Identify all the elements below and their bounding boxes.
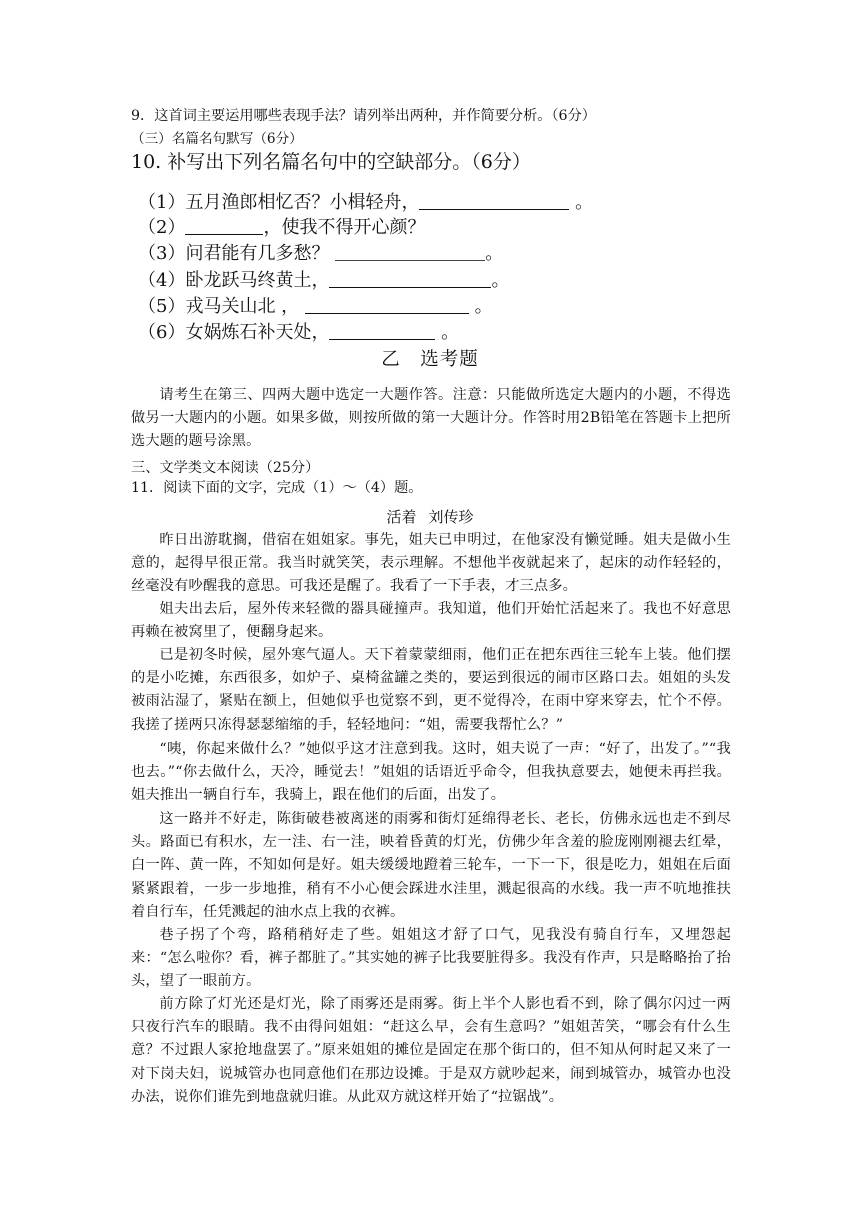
article-title: 活着 (386, 508, 417, 526)
fill-item-2-end: ，使我不得开心颜？ (263, 217, 426, 238)
fill-item-5-text: （5）戎马关山北 ， (138, 296, 305, 317)
fill-item-2 (138, 215, 425, 241)
fill-item-3-text: （3）问君能有几多愁？ (138, 243, 336, 264)
fill-item-5-blank[interactable] (305, 295, 469, 314)
fill-item-4 (138, 268, 509, 294)
question-9: 9．这首词主要运用哪些表现手法？请列举出两种，并作简要分析。（6分） (131, 108, 596, 124)
question-10: 10. 补写出下列名篇名句中的空缺部分。（6分） (131, 151, 531, 173)
article-paragraph-5: 这一路并不好走，陈街破巷被离迷的雨雾和街灯延绵得老长、老长，仿佛永远也走不到尽头。路面已有积水，左一洼、右一洼，映着昏黄的灯光，仿佛少年含羞的脸庞刚刚褪去红晕，白一阵、黄一阵，不知如何是好。姐夫缓缓地蹬着三轮车，一下一下，很是吃力，姐姐在后面紧紧跟着，一步一步地推，稍有不小心便会踩进水洼里，溅起很高的水线。我一声不吭地推扶着自行车，任凭溅起的油水点上我的衣裤。 (131, 811, 731, 920)
fill-item-4-blank[interactable] (329, 269, 491, 288)
fill-item-1 (138, 190, 593, 216)
question-11: 11．阅读下面的文字，完成（1）～（4）题。 (131, 480, 423, 496)
fill-item-1-text: （1）五月渔郎相忆否？小楫轻舟， (138, 192, 420, 213)
article-paragraph-4: “咦，你起来做什么？”她似乎这才注意到我。这时，姐夫说了一声：“好了，出发了。”“我也去。”“你去做什么，天冷，睡觉去！”姐姐的话语近乎命令，但我执意要去，她便未再拦我。姐夫推出一辆自行车，我骑上，跟在他们的后面，出发了。 (131, 741, 731, 804)
section-3-title: 三、文学类文本阅读（25分） (131, 460, 320, 476)
fill-item-3-blank[interactable] (335, 242, 485, 261)
fill-item-4-end: 。 (491, 270, 510, 291)
fill-item-1-blank[interactable] (419, 191, 569, 210)
fill-item-6 (138, 320, 459, 346)
fill-item-1-end: 。 (569, 192, 594, 213)
article-paragraph-3: 已是初冬时候，屋外寒气逼人。天下着蒙蒙细雨，他们正在把东西往三轮车上装。他们摆的是小吃摊，东西很多，如炉子、桌椅盆罐之类的，要运到很远的闹市区路口去。姐姐的头发被雨沾湿了，紧贴在额上，但她似乎也觉察不到，更不觉得冷，在雨中穿来穿去，忙个不停。我搓了搓两只冻得瑟瑟缩缩的手，轻轻地问：“姐，需要我帮忙么？” (131, 647, 731, 733)
fill-item-4-text: （4）卧龙跃马终黄土， (138, 270, 330, 291)
article-paragraph-7: 前方除了灯光还是灯光，除了雨雾还是雨雾。街上半个人影也看不到，除了偶尔闪过一两只夜行汽车的眼睛。我不由得问姐姐：“赶这么早，会有生意吗？”姐姐苦笑，“哪会有什么生意？不过跟人家抢地盘罢了。”原来姐姐的摊位是固定在那个街口的，但不知从何时起又来了一对下岗夫妇，说城管办也同意他们在那边设摊。于是双方就吵起来，闹到城管办，城管办也没办法，说你们谁先到地盘就归谁。从此双方就这样开始了“拉锯战”。 (131, 996, 731, 1105)
fill-item-5 (138, 294, 493, 320)
instruction-paragraph: 请考生在第三、四两大题中选定一大题作答。注意：只能做所选定大题内的小题，不得选做另一大题内的小题。如果多做，则按所做的第一大题计分。作答时用2B铅笔在答题卡上把所选大题的题号涂黑。 (131, 387, 731, 450)
article-paragraph-2: 姐夫出去后，屋外传来轻微的器具碰撞声。我知道，他们开始忙活起来了。我也不好意思再赖在被窝里了，便翻身起来。 (131, 601, 731, 641)
fill-item-3-end: 。 (485, 243, 504, 264)
part-b-title: 乙 选考题 (381, 349, 479, 370)
fill-item-2-text: （2） (138, 217, 186, 238)
fill-item-6-text: （6）女娲炼石补天处， (138, 322, 330, 343)
article-paragraph-1: 昨日出游耽搁，借宿在姐姐家。事先，姐夫已申明过，在他家没有懒觉睡。姐夫是做小生意的，起得早很正常。我当时就笑笑，表示理解。不想他半夜就起来了，起床的动作轻轻的，丝毫没有吵醒我的意思。可我还是醒了。我看了一下手表，才三点多。 (131, 532, 731, 595)
fill-item-6-blank[interactable] (329, 321, 435, 340)
article-heading (0, 507, 860, 527)
section-3-heading: （三）名篇名句默写（6分） (131, 131, 303, 147)
fill-item-5-end: 。 (468, 296, 493, 317)
article-paragraph-6: 巷子拐了个弯，路稍稍好走了些。姐姐这才舒了口气，见我没有骑自行车，又埋怨起来：“怎么啦你？看，裤子都脏了。”其实她的裤子比我要脏得多。我没有作声，只是略略抬了抬头，望了一眼前方。 (131, 927, 731, 990)
fill-item-3 (138, 241, 503, 267)
fill-item-2-blank[interactable] (185, 216, 263, 235)
article-author: 刘传珍 (428, 508, 474, 526)
fill-item-6-end: 。 (435, 322, 460, 343)
